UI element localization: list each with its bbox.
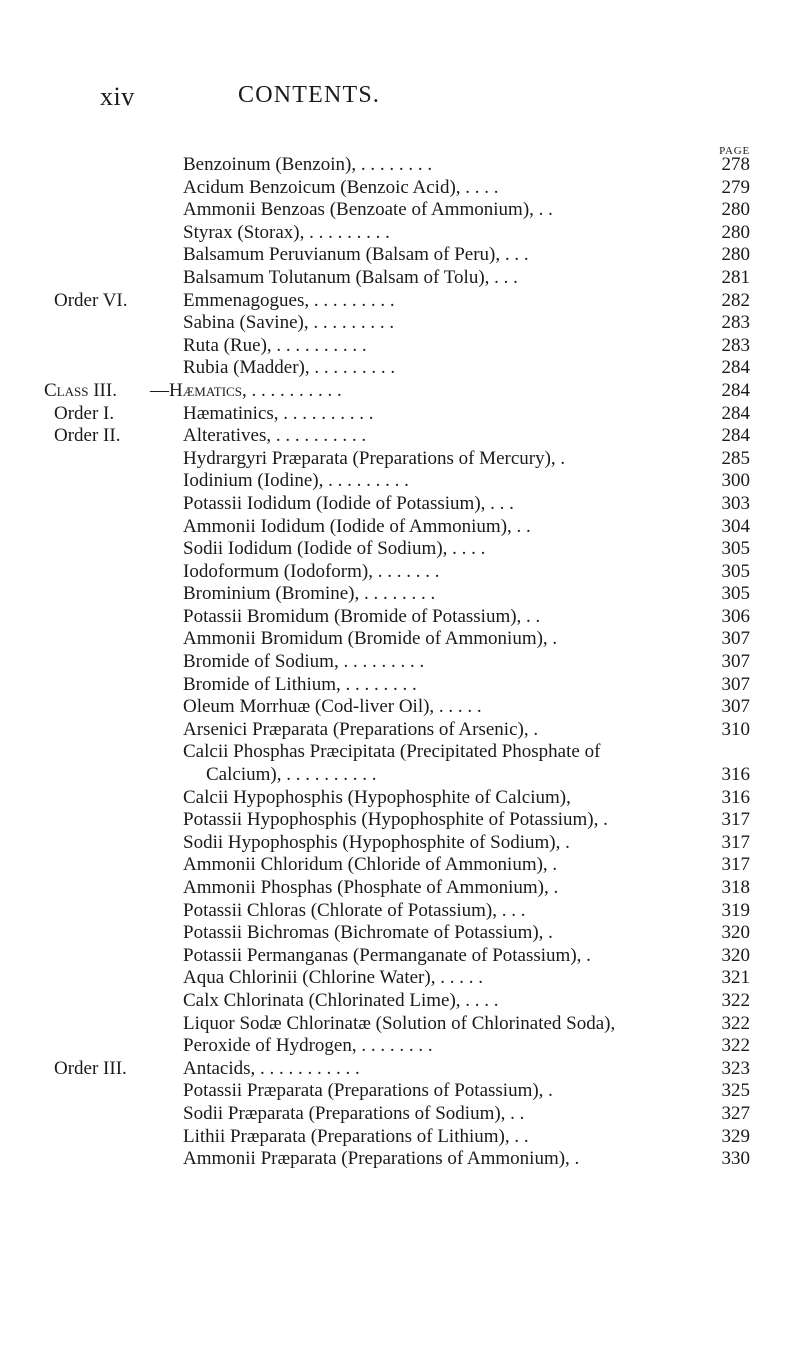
toc-entry (0, 651, 800, 674)
toc-entry (0, 448, 800, 471)
entry-title: Acidum Benzoicum (Benzoic Acid), . . . . (183, 176, 499, 198)
toc-entry (0, 877, 800, 900)
entry-page-number: 283 (721, 334, 750, 356)
toc-entry (0, 741, 800, 764)
entry-page-number: 282 (721, 289, 750, 311)
entry-title: —Hæmatics, . . . . . . . . . . (150, 379, 342, 401)
entry-title: Potassii Chloras (Chlorate of Potassium), . . . (183, 899, 526, 921)
entry-page-number: 319 (721, 899, 750, 921)
entry-title: Calcium), . . . . . . . . . . (206, 764, 377, 786)
entry-title: Bromide of Lithium, . . . . . . . . (183, 673, 417, 695)
entry-page-number: 322 (721, 989, 750, 1011)
entry-page-number: 285 (721, 447, 750, 469)
toc-entry (0, 832, 800, 855)
toc-entry (0, 719, 800, 742)
toc-entry (0, 628, 800, 651)
toc-entry (0, 1013, 800, 1036)
running-title: CONTENTS. (238, 82, 381, 108)
toc-entry (0, 1080, 800, 1103)
toc-entry (0, 493, 800, 516)
entry-title: Iodoformum (Iodoform), . . . . . . . (183, 560, 440, 582)
entry-page-number: 278 (721, 154, 750, 175)
entry-page-number: 320 (721, 944, 750, 966)
class-label: Class III. (44, 379, 117, 401)
toc-entry (0, 516, 800, 539)
entry-page-number: 284 (721, 357, 750, 379)
entry-title: Iodinium (Iodine), . . . . . . . . . (183, 470, 409, 492)
toc-entry (0, 244, 800, 267)
toc-entry (0, 900, 800, 923)
entry-title: Arsenici Præparata (Preparations of Arsenic), . (183, 718, 539, 740)
entry-page-number: 307 (721, 651, 750, 673)
toc-entry (0, 538, 800, 561)
toc-entry (0, 380, 800, 403)
entry-title: Balsamum Peruvianum (Balsam of Peru), . . . (183, 244, 529, 266)
toc-entry (0, 403, 800, 426)
entry-page-number: 284 (721, 379, 750, 401)
entry-page-number: 321 (721, 967, 750, 989)
entry-page-number: 318 (721, 877, 750, 898)
entry-page-number: 317 (721, 809, 750, 831)
toc-entry (0, 674, 800, 697)
entry-page-number: 305 (721, 583, 750, 605)
entry-page-number: 306 (721, 605, 750, 627)
entry-page-number: 317 (721, 854, 750, 876)
entry-page-number: 279 (721, 176, 750, 198)
toc-entry (0, 606, 800, 629)
toc-entry (0, 809, 800, 832)
entry-page-number: 329 (721, 1125, 750, 1147)
entry-page-number: 316 (721, 764, 750, 786)
entry-title: Potassii Hypophosphis (Hypophosphite of Potassium), . (183, 809, 608, 831)
entry-title: Hæmatinics, . . . . . . . . . . (183, 402, 374, 424)
entry-page-number: 304 (721, 515, 750, 537)
entry-title: Ammonii Iodidum (Iodide of Ammonium), . . (183, 515, 531, 537)
entry-page-number: 300 (721, 470, 750, 492)
page-header (100, 82, 750, 122)
toc-entry (0, 290, 800, 313)
toc-entry (0, 967, 800, 990)
entry-page-number: 316 (721, 786, 750, 808)
entry-title: Ammonii Phosphas (Phosphate of Ammonium), . (183, 877, 559, 898)
toc-entry (0, 854, 800, 877)
order-label: Order VI. (54, 289, 128, 311)
entry-title: Calcii Phosphas Præcipitata (Precipitated Phosphate of (183, 741, 601, 763)
entry-page-number: 317 (721, 831, 750, 853)
toc-entry (0, 1103, 800, 1126)
entry-title: Sabina (Savine), . . . . . . . . . (183, 312, 395, 334)
entry-page-number: 307 (721, 673, 750, 695)
toc-entry (0, 583, 800, 606)
toc-entry (0, 990, 800, 1013)
entry-page-number: 307 (721, 696, 750, 718)
entry-title: Oleum Morrhuæ (Cod-liver Oil), . . . . . (183, 696, 482, 718)
entry-page-number: 280 (721, 221, 750, 243)
entry-page-number: 325 (721, 1080, 750, 1102)
entry-title: Emmenagogues, . . . . . . . . . (183, 289, 395, 311)
entry-title: Potassii Bichromas (Bichromate of Potassium), . (183, 922, 553, 944)
order-label: Order II. (54, 425, 121, 447)
entry-title: Ammonii Præparata (Preparations of Ammonium), . (183, 1148, 580, 1170)
entry-title: Ammonii Bromidum (Bromide of Ammonium), . (183, 628, 558, 650)
entry-title: Brominium (Bromine), . . . . . . . . (183, 583, 436, 605)
entry-title: Styrax (Storax), . . . . . . . . . (183, 221, 390, 243)
toc-entry (0, 335, 800, 358)
entry-title: Sodii Præparata (Preparations of Sodium), . . (183, 1102, 525, 1124)
entry-page-number: 280 (721, 199, 750, 221)
entry-page-number: 322 (721, 1035, 750, 1057)
entry-title: Potassii Bromidum (Bromide of Potassium), . . (183, 605, 541, 627)
entry-page-number: 320 (721, 922, 750, 944)
entry-title: Sodii Iodidum (Iodide of Sodium), . . . . (183, 538, 486, 560)
order-label: Order III. (54, 1057, 127, 1079)
entry-title: Potassii Præparata (Preparations of Potassium), . (183, 1080, 553, 1102)
entry-page-number: 284 (721, 402, 750, 424)
toc-entry (0, 425, 800, 448)
page-column-label: PAGE (719, 145, 750, 157)
entry-title: Ammonii Chloridum (Chloride of Ammonium), . (183, 854, 558, 876)
entry-title: Peroxide of Hydrogen, . . . . . . . . (183, 1035, 433, 1057)
table-of-contents (0, 154, 800, 1171)
entry-page-number: 310 (721, 718, 750, 740)
toc-entry (0, 357, 800, 380)
entry-page-number: 303 (721, 492, 750, 514)
entry-page-number: 330 (721, 1148, 750, 1170)
entry-page-number: 307 (721, 628, 750, 650)
toc-entry (0, 787, 800, 810)
entry-title: Ammonii Benzoas (Benzoate of Ammonium), . . (183, 199, 553, 221)
toc-entry (0, 1148, 800, 1171)
entry-title: Alteratives, . . . . . . . . . . (183, 425, 367, 447)
entry-title: Lithii Præparata (Preparations of Lithium), . . (183, 1125, 529, 1147)
toc-entry (0, 561, 800, 584)
entry-title: Benzoinum (Benzoin), . . . . . . . . (183, 154, 433, 175)
entry-title: Aqua Chlorinii (Chlorine Water), . . . . . (183, 967, 483, 989)
entry-title: Rubia (Madder), . . . . . . . . . (183, 357, 396, 379)
toc-entry (0, 945, 800, 968)
entry-title: Hydrargyri Præparata (Preparations of Mercury), . (183, 447, 566, 469)
entry-title: Potassii Iodidum (Iodide of Potassium), . . . (183, 492, 514, 514)
entry-title: Liquor Sodæ Chlorinatæ (Solution of Chlorinated Soda), (183, 1012, 616, 1034)
entry-title: Antacids, . . . . . . . . . . . (183, 1057, 360, 1079)
toc-entry (0, 1126, 800, 1149)
page-number: xiv (100, 82, 135, 111)
toc-entry (0, 267, 800, 290)
entry-title: Ruta (Rue), . . . . . . . . . . (183, 334, 367, 356)
toc-entry (0, 764, 800, 787)
toc-entry (0, 177, 800, 200)
entry-page-number: 322 (721, 1012, 750, 1034)
entry-page-number: 284 (721, 425, 750, 447)
entry-title: Balsamum Tolutanum (Balsam of Tolu), . . . (183, 266, 518, 288)
order-label: Order I. (54, 402, 115, 424)
toc-entry (0, 1035, 800, 1058)
entry-page-number: 281 (721, 266, 750, 288)
entry-page-number: 323 (721, 1057, 750, 1079)
toc-entry (0, 470, 800, 493)
entry-title: Bromide of Sodium, . . . . . . . . . (183, 651, 425, 673)
entry-title: Potassii Permanganas (Permanganate of Potassium), . (183, 944, 591, 966)
entry-title: Calcii Hypophosphis (Hypophosphite of Calcium), (183, 786, 571, 808)
entry-title: Calx Chlorinata (Chlorinated Lime), . . . . (183, 989, 499, 1011)
toc-entry (0, 696, 800, 719)
entry-title: Sodii Hypophosphis (Hypophosphite of Sodium), . (183, 831, 570, 853)
toc-entry (0, 1058, 800, 1081)
entry-page-number: 305 (721, 538, 750, 560)
toc-entry (0, 154, 800, 177)
toc-entry (0, 199, 800, 222)
toc-entry (0, 222, 800, 245)
entry-page-number: 283 (721, 312, 750, 334)
entry-page-number: 305 (721, 560, 750, 582)
entry-page-number: 327 (721, 1102, 750, 1124)
toc-entry (0, 922, 800, 945)
toc-entry (0, 312, 800, 335)
entry-page-number: 280 (721, 244, 750, 266)
